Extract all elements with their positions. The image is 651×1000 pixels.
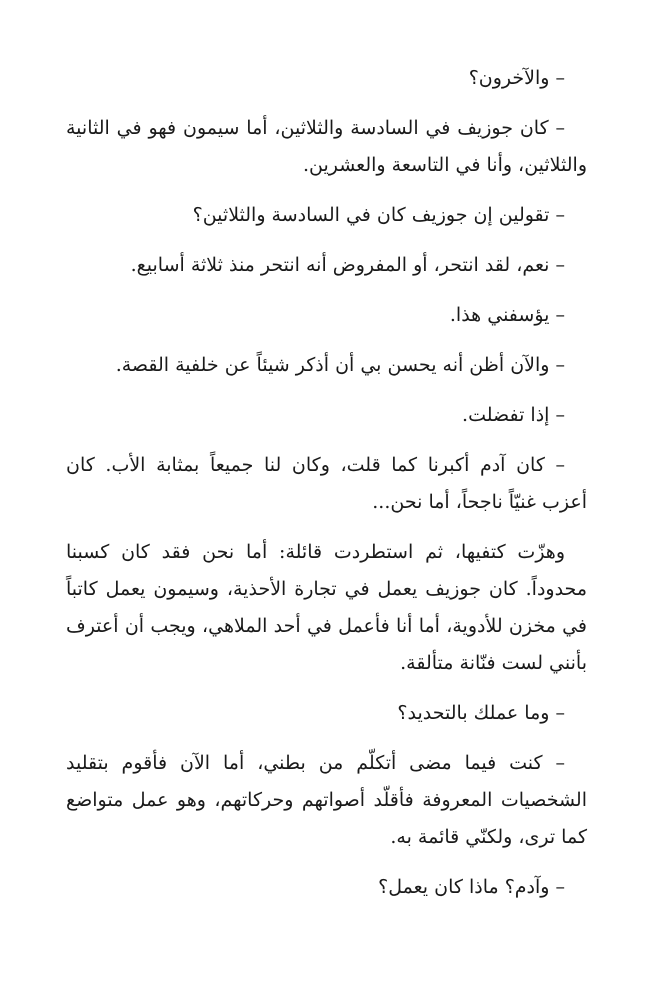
paragraph-5: – يؤسفني هذا. xyxy=(449,304,565,326)
paragraph-6: – والآن أظن أنه يحسن بي أن أذكر شيئاً عن خلفية القصة. xyxy=(115,354,565,376)
paragraph-4: – نعم، لقد انتحر، أو المفروض أنه انتحر منذ ثلاثة أسابيع. xyxy=(130,254,565,276)
paragraph-2: – كان جوزيف في السادسة والثلاثين، أما سيمون فهو في الثانية والثلاثين، وأنا في التاسعة والعشرين. xyxy=(66,117,587,176)
paragraph-1: – والآخرون؟ xyxy=(468,67,565,89)
paragraph-7: – إذا تفضلت. xyxy=(462,404,565,426)
paragraph-8: – كان آدم أكبرنا كما قلت، وكان لنا جميعاً بمثابة الأب. كان أعزب غنيّاً ناجحاً، أما نحن... xyxy=(66,454,587,513)
paragraph-3: – تقولين إن جوزيف كان في السادسة والثلاثين؟ xyxy=(192,204,565,226)
paragraph-9: وهزّت كتفيها، ثم استطردت قائلة: أما نحن فقد كان كسبنا محدوداً. كان جوزيف يعمل في تجارة الأحذية، وسيمون يعمل كاتباً في مخزن للأدوية، أما أنا فأعمل في أحد الملاهي، ويجب أن أعترف بأنني لست فنّانة متألقة. xyxy=(66,541,587,674)
paragraph-12: – وآدم؟ ماذا كان يعمل؟ xyxy=(378,876,565,898)
paragraph-10: – وما عملك بالتحديد؟ xyxy=(397,702,565,724)
paragraph-11: – كنت فيما مضى أتكلّم من بطني، أما الآن فأقوم بتقليد الشخصيات المعروفة فأقلّد أصواتهم وحركاتهم، وهو عمل متواضع كما ترى، ولكنّي قائمة به. xyxy=(66,752,587,848)
